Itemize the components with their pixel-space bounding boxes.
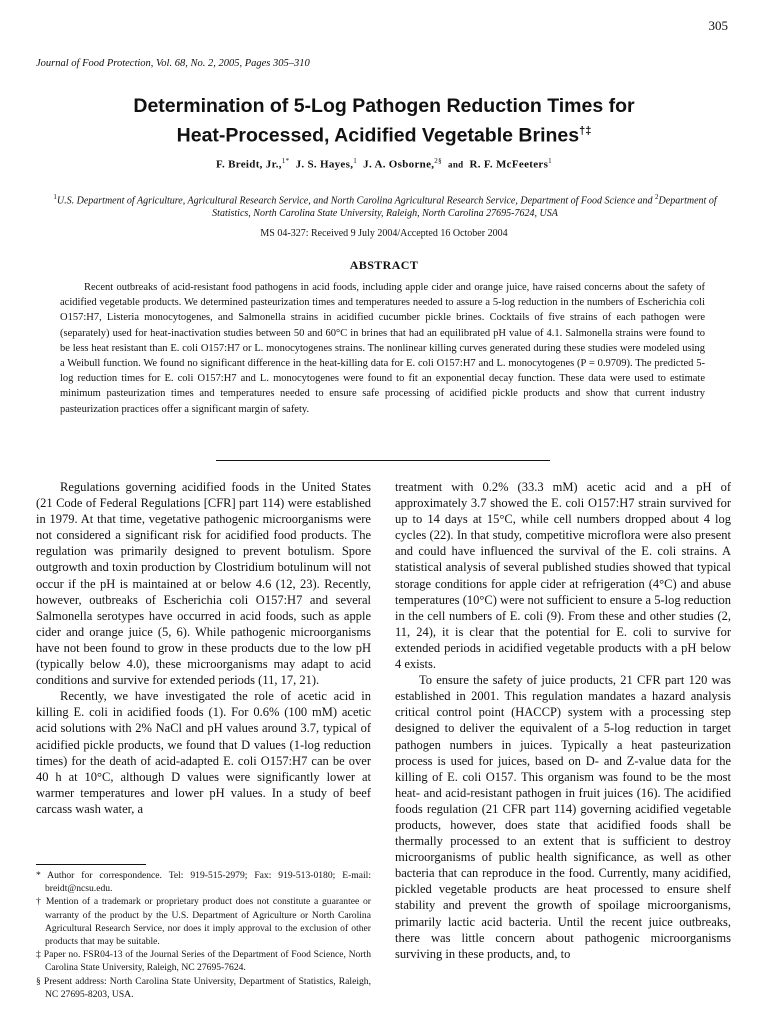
affiliations: [40, 191, 730, 220]
right-paragraph-1: treatment with 0.2% (33.3 mM) acetic acid and a pH of approximately 3.7 showed the E. coli O157:H7 strain survived for up to 14 days at 15°C, while cell numbers dropped about 4 log cycles (22). In that study, competitive microflora were also present and could have influenced the survival of the E. coli strains. A statistical analysis of several published studies showed that typical storage conditions for apple cider at refrigeration (4°C) and abuse temperatures (10°C) were not sufficient to ensure a 5-log reduction in the cell numbers of E. coli (9). From these and other studies (2, 11, 24), it is clear that the potential for E. coli to survive for extended periods in acidified vegetable products with a pH below 4 exists.: [395, 480, 731, 672]
title-line-2-text: Heat-Processed, Acidified Vegetable Brines: [176, 124, 580, 147]
affil-1-text: U.S. Department of Agriculture, Agricultural Research Service, and North Carolina Agricultural Research Service, Department of Food Science and: [56, 195, 656, 207]
author-1: F. Breidt, Jr.,: [216, 158, 282, 171]
journal-citation: Journal of Food Protection, Vol. 68, No. 2, 2005, Pages 305–310: [36, 58, 310, 69]
right-paragraph-2: To ensure the safety of juice products, 21 CFR part 120 was established in 2001. This regulation mandates a hazard analysis critical control point (HACCP) system with a processing step designed to deliver the equivalent of a 5-log reduction in target pathogen numbers in juices. Typically a heat pasteurization process is used for juices, based on D- and Z-value data for the killing of E. coli O157. This organism was found to be the most heat- and acid-resistant pathogen in fruit juices (16). The acidified foods regulation (21 CFR part 114) governing acidified vegetable products, however, does state that acidified foods shall be thermally processed to an extent that is sufficient to destroy microorganisms of public health significance, as well as other bacteria that can reproduce in the food. Currently, many acidified, pickled vegetable products are heat processed to ensure shelf stability and prevent the growth of spoilage microorganisms, primarily lactic acid bacteria. Until the recent juice outbreaks, there was little concern about pathogenic microorganisms surviving in these products, and, to: [395, 673, 731, 961]
abstract-heading: ABSTRACT: [349, 258, 419, 272]
author-4: R. F. McFeeters: [469, 158, 549, 171]
abstract-text: Recent outbreaks of acid-resistant food pathogens in acid foods, including apple cider and orange juice, have raised concerns about the safety of acidified vegetable products. We determined pasteurization times and temperatures needed to assure a 5-log reduction in the numbers of Escherichia coli O157:H7, Listeria monocytogenes, and Salmonella strains in acidified cucumber pickle brines. Cocktails of five strains of each pathogen were (separately) used for heat-inactivation studies between 50 and 60°C in brines that had an equilibrated pH value of 4.1. Salmonella strains were found to be less heat resistant than E. coli O157:H7 or L. monocytogenes strains. The nonlinear killing curves generated during these studies were modeled using a Weibull function. We found no significant difference in the heat-killing data for E. coli O157:H7 and L. monocytogenes (P = 0.9709). The predicted 5-log reduction times for E. coli O157:H7 and L. monocytogenes were found to fit an exponential decay function. These data were used to estimate minimum pasteurization times and temperatures needed to ensure safe processing of acidified pickle products and show that current industry pasteurization practices offer a significant margin of safety.: [60, 282, 705, 415]
author-1-sup: 1*: [281, 157, 290, 165]
affil-2-sup: 2: [655, 193, 659, 201]
author-and: and: [448, 159, 464, 170]
footnote-present-address: § Present address: North Carolina State University, Department of Statistics, Raleigh, NC 27695-8203, USA.: [36, 975, 371, 1000]
author-3: J. A. Osborne,: [363, 158, 435, 171]
affil-1-sup: 1: [53, 193, 57, 201]
article-title: [0, 94, 768, 149]
affil-2-text: Department of Statistics, North Carolina State University, Raleigh, North Carolina 27695-7624, USA: [212, 195, 717, 220]
title-footnote-marks: †‡: [579, 125, 592, 137]
received-dates: MS 04-327: Received 9 July 2004/Accepted 16 October 2004: [260, 228, 508, 239]
author-2-sup: 1: [353, 157, 358, 165]
left-paragraph-1: Regulations governing acidified foods in the United States (21 Code of Federal Regulations [CFR] part 114) were established in 1979. At that time, vegetative pathogenic microorganisms were not considered a significant risk for acidified food products. The regulation was primarily designed to prevent botulism. Spore outgrowth and toxin production by Clostridium botulinum will not occur if the pH is maintained at or below 4.6 (12, 23). Recently, however, outbreaks of Escherichia coli O157:H7 and several Salmonella serotypes have occurred in acid foods, such as apple cider and orange juice (5, 6). While pathogenic microorganisms have not been found to grow in these products due to the low pH (typically below 4.0), these microorganisms may adapt to acid conditions and survive for extended periods (11, 17, 21).: [36, 480, 371, 688]
footnotes: [36, 869, 371, 1001]
footnote-correspondence: * Author for correspondence. Tel: 919-515-2979; Fax: 919-513-0180; E-mail: breidt@ncsu.edu.: [36, 870, 371, 895]
abstract-divider: [216, 460, 550, 461]
author-2: J. S. Hayes,: [295, 158, 354, 171]
author-4-sup: 1: [548, 157, 552, 165]
page-number: 305: [708, 18, 728, 33]
footnote-divider: [36, 864, 146, 865]
left-column: [36, 479, 371, 817]
footnote-trademark: † Mention of a trademark or proprietary product does not constitute a guarantee or warranty of the product by the U.S. Department of Agriculture or North Carolina Agricultural Research Service, nor does it imply approval to the exclusion of other products that may be suitable.: [36, 896, 371, 948]
title-line-1: Determination of 5-Log Pathogen Reduction Times for: [133, 95, 635, 117]
title-line-2: [0, 119, 768, 149]
left-paragraph-2: Recently, we have investigated the role of acetic acid in killing E. coli in acidified foods (1). For 0.6% (100 mM) acetic acid solutions with 2% NaCl and pH values around 3.7, typical of acidified pickle products, we found that D values (1-log reduction times) for the death of acid-adapted E. coli O157:H7 can be over 40 h at 10°C, although D values were significantly lower at warmer temperatures and lower pH values. In a study of beef carcass wash water, a: [36, 689, 371, 816]
author-3-sup: 2§: [434, 157, 442, 165]
author-list: [0, 157, 768, 171]
footnote-paper-number: ‡ Paper no. FSR04-13 of the Journal Series of the Department of Food Science, North Carolina State University, Raleigh, NC 27695-7624.: [36, 949, 371, 974]
right-column: [395, 479, 731, 962]
